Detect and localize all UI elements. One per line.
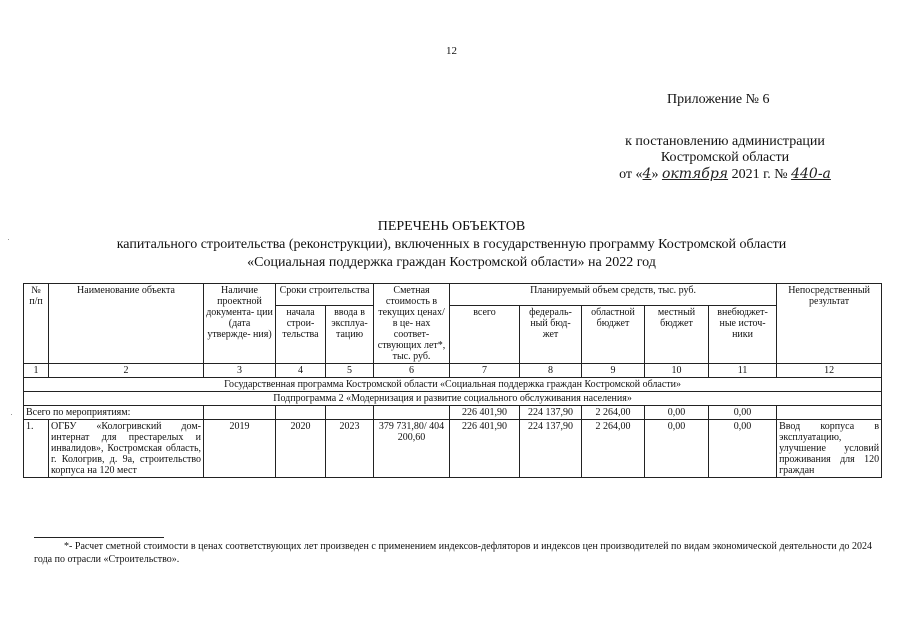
header-planned: Планируемый объем средств, тыс. руб.: [450, 284, 777, 306]
subprogram-row: [24, 392, 882, 406]
date-day: 4: [642, 166, 652, 182]
scan-speck: [8, 239, 9, 240]
row-offbudget: 0,00: [709, 420, 777, 478]
row-local: 0,00: [645, 420, 709, 478]
appendix-label: Приложение № 6: [667, 92, 770, 107]
total-regional: 2 264,00: [582, 406, 645, 420]
document-title: [0, 218, 903, 272]
column-number: 11: [709, 364, 777, 378]
objects-table: [23, 283, 882, 478]
header-local: местный бюджет: [645, 306, 709, 364]
subprogram-title: Подпрограмма 2 «Модернизация и развитие социального обслуживания населения»: [24, 392, 882, 406]
date-year: 2021 г. №: [731, 167, 788, 182]
title-line-2: капитального строительства (реконструкции), включенных в государственную программу Костромской области: [116, 237, 787, 252]
program-title: Государственная программа Костромской области «Социальная поддержка граждан Костромской области»: [24, 378, 882, 392]
header-start: начала строи- тельства: [276, 306, 326, 364]
total-sum: 226 401,90: [450, 406, 520, 420]
date-prefix: от «: [619, 167, 643, 182]
header-federal: федераль- ный бюд- жет: [520, 306, 582, 364]
header-result: Непосредственный результат: [777, 284, 882, 364]
column-number: 8: [520, 364, 582, 378]
column-number: 2: [49, 364, 204, 378]
resolution-line-2: Костромской области: [660, 150, 790, 165]
column-number: 4: [276, 364, 326, 378]
resolution-block: [560, 134, 890, 183]
footnote: *- Расчет сметной стоимости в ценах соответствующих лет произведен с применением индексов-дефляторов и индексов цен производителей по видам экономической деятельности до 2024 года по отрасли «Строительство».: [34, 541, 872, 565]
row-docs: 2019: [204, 420, 276, 478]
column-number: 1: [24, 364, 49, 378]
title-line-3: «Социальная поддержка граждан Костромской области» на 2022 год: [247, 255, 656, 270]
total-federal: 224 137,90: [520, 406, 582, 420]
header-commission: ввода в эксплуа- тацию: [326, 306, 374, 364]
total-row: [24, 406, 882, 420]
column-number: 6: [374, 364, 450, 378]
column-number: 3: [204, 364, 276, 378]
date-month: октября: [661, 166, 729, 182]
document-number: 440-а: [791, 166, 831, 182]
column-number: 9: [582, 364, 645, 378]
total-label: Всего по мероприятиям:: [24, 406, 204, 420]
header-name: Наименование объекта: [49, 284, 204, 364]
page-number: 12: [446, 45, 457, 57]
total-offbudget: 0,00: [709, 406, 777, 420]
column-number: 7: [450, 364, 520, 378]
date-mid: »: [651, 167, 659, 182]
column-number: 5: [326, 364, 374, 378]
header-offbudget: внебюджет- ные источ- ники: [709, 306, 777, 364]
header-total: всего: [450, 306, 520, 364]
header-docs: Наличие проектной документа- ции (дата утвержде- ния): [204, 284, 276, 364]
scan-speck: [11, 414, 12, 415]
table-row: [24, 420, 882, 478]
row-federal: 224 137,90: [520, 420, 582, 478]
row-cost: 379 731,80/ 404 200,60: [374, 420, 450, 478]
row-result: Ввод корпуса в эксплуатацию, улучшение условий проживания для 120 граждан: [777, 420, 882, 478]
header-row-1: [24, 284, 882, 306]
resolution-line-1: к постановлению администрации: [625, 134, 825, 149]
row-num: 1.: [24, 420, 49, 478]
program-row: [24, 378, 882, 392]
header-num: № п/п: [24, 284, 49, 364]
column-number: 12: [777, 364, 882, 378]
row-regional: 2 264,00: [582, 420, 645, 478]
title-line-1: ПЕРЕЧЕНЬ ОБЪЕКТОВ: [377, 219, 526, 234]
header-regional: областной бюджет: [582, 306, 645, 364]
row-start: 2020: [276, 420, 326, 478]
column-numbers-row: [24, 364, 882, 378]
footnote-divider: [34, 537, 164, 538]
row-total: 226 401,90: [450, 420, 520, 478]
header-cost: Сметная стоимость в текущих ценах/в це- нах соответ- ствующих лет*, тыс. руб.: [374, 284, 450, 364]
resolution-date-line: [560, 166, 890, 183]
row-commission: 2023: [326, 420, 374, 478]
column-number: 10: [645, 364, 709, 378]
total-local: 0,00: [645, 406, 709, 420]
header-terms: Сроки строительства: [276, 284, 374, 306]
row-object-name: ОГБУ «Кологривский дом-интернат для престарелых и инвалидов», Костромская область, г. Кологрив, д. 9а, строительство корпуса на 120 мест: [49, 420, 204, 478]
